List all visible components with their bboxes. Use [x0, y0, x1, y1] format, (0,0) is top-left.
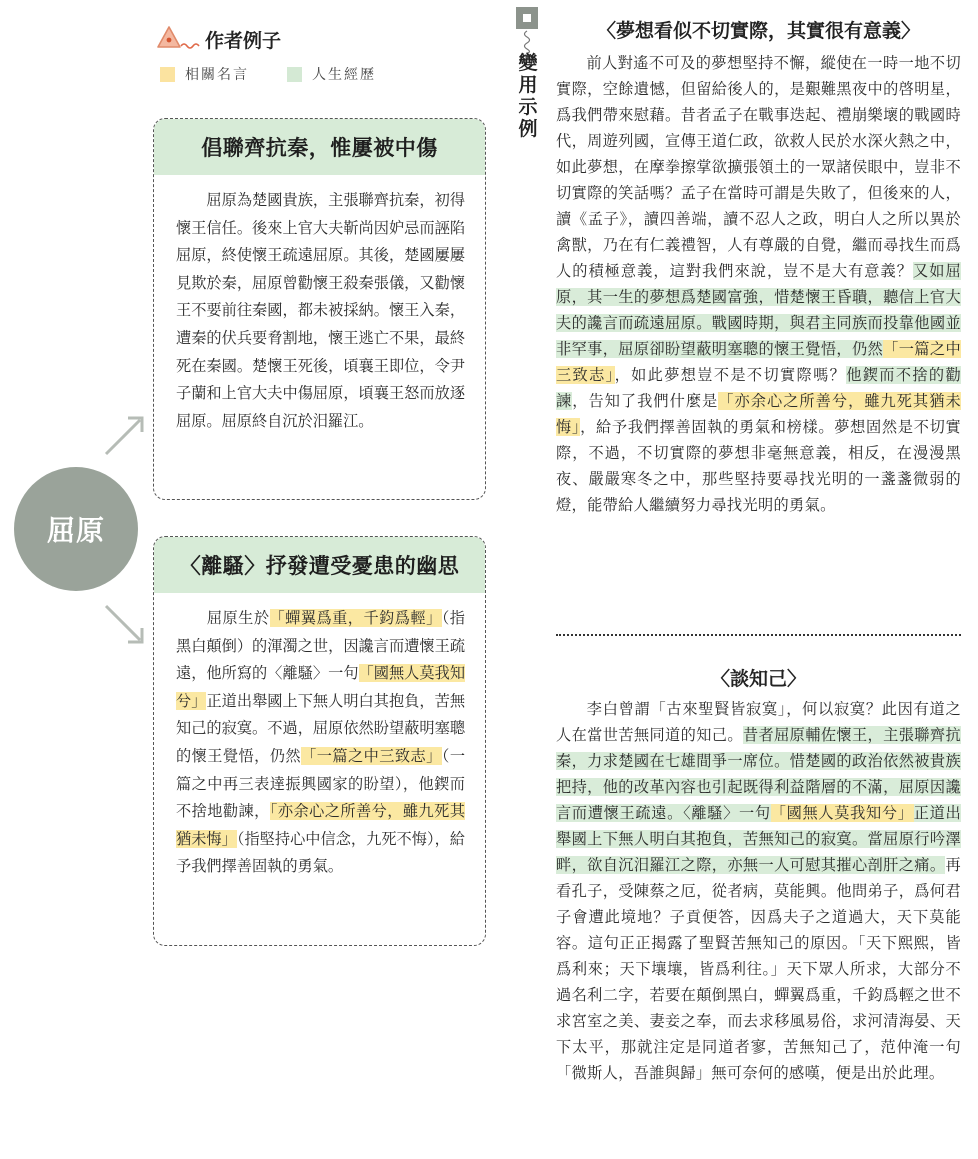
square-marker-icon	[516, 7, 538, 29]
text-run: 如此夢想豈不是不切實際嗎？	[631, 366, 847, 384]
text-run: 再看孔子，受陳蔡之厄，從者病，莫能興。他問弟子，爲何君子會遭此境地？子貢便答，因爲夫子之道過大，天下莫能容。這句正正揭露了聖賢苦無知己的原因。「天下熙熙，皆爲利來；天下壤壤，皆爲利往。」天下眾人所求，大部分不過名利二字，若要在顛倒黑白，蟬翼爲重，千鈞爲輕之世不求宮室之美、妻妾之奉，而去求移風易俗，求河清海晏、天下太平，那就注定是同道者寥，苦無知己了，范仲淹一句「微斯人，吾誰與歸」無可奈何的感嘆，便是出於此理。	[556, 856, 961, 1082]
quote-highlight: 「國無人莫我知兮」	[770, 804, 914, 822]
card-life-event	[153, 118, 486, 500]
text-run: ，	[614, 366, 632, 384]
legend	[160, 64, 376, 84]
life-highlight: 他鍥而不捨的勸諫	[556, 366, 961, 410]
text-run: 李白曾謂「古來聖賢皆寂寞」，何以寂寞？此因有道之人在當世苦無同道的知己。	[556, 700, 961, 744]
legend-label-life: 人生經歷	[312, 67, 376, 83]
quote-highlight: 「亦余心之所善兮，雖九死其猶未悔」	[556, 392, 961, 436]
card-title: 倡聯齊抗秦，惟屢被中傷	[154, 119, 485, 175]
quote-highlight: 「一篇之中三致志」	[301, 746, 442, 765]
text-run: ，給予我們擇善固執的勇氣和榜樣。夢想固然是不切實際，不過，不切實際的夢想非毫無意義，相反，在漫漫黑夜、嚴嚴寒冬之中，那些堅持要尋找光明的一盞盞微弱的燈，能帶給人繼續努力尋找光明的勇氣。	[556, 418, 961, 514]
person-name: 屈原	[46, 514, 105, 547]
quote-highlight: 「蟬翼爲重，千鈞爲輕」	[269, 609, 442, 627]
card-paragraph: 屈原為楚國貴族，主張聯齊抗秦，初得懷王信任。後來上官大夫靳尚因妒忌而誣陷屈原，終使懷王疏遠屈原。其後，楚國屢屢見欺於秦，屈原曾勸懷王殺秦張儀，又勸懷王不要前往秦國，都未被採納。懷王入秦，遭秦的伏兵要脅割地，懷王逃亡不果，最終死在秦國。楚懷王死後，頃襄王即位，令尹子蘭和上官大夫中傷屈原，頃襄王怒而放逐屈原。屈原終自沉於汨羅江。	[176, 191, 465, 430]
card-text	[154, 593, 485, 881]
card-text	[154, 175, 485, 435]
legend-swatch-quote	[160, 67, 175, 82]
page-title: 作者例子	[205, 30, 282, 52]
life-highlight: 昔者屈原輔佐懷王，主張聯齊抗秦，力求楚國在七雄間爭一席位。惜楚國的政治依然被貴族把持，他的改革內容也引起既得利益階層的不滿，屈原因讒言而遭懷王疏遠。〈離騷〉一句	[556, 726, 961, 822]
section-title: 〈談知己〉	[710, 668, 806, 690]
section-divider	[556, 634, 961, 636]
person-circle	[14, 467, 138, 591]
life-highlight: 正道出舉國上下無人明白其抱負，苦無知己的寂寞。當屈原行吟澤畔，欲自沉汨羅江之際，亦無一人可慰其摧心剖肝之痛。	[556, 804, 961, 874]
text-run: （指黑白顛倒）的渾濁之世，因讒言而遭懷王疏遠，他所寫的〈離騷〉一句	[176, 609, 465, 683]
section-body	[556, 50, 961, 518]
quote-highlight: 「一篇之中三致志」	[556, 340, 961, 384]
text-run: （指堅持心中信念，九死不悔），給予我們擇善固執的勇氣。	[176, 829, 465, 876]
arrow-up-right-icon	[100, 410, 150, 460]
card-title: 〈離騷〉抒發遭受憂患的幽思	[154, 537, 485, 593]
text-run: 屈原生於	[206, 609, 270, 627]
section-marker-label: 變用示例	[518, 52, 538, 140]
warning-triangle-icon	[157, 25, 203, 51]
text-run: 正道出舉國上下無人明白其抱負，苦無知己的寂寞。不過，屈原依然盼望蔽明塞聰的懷王覺悟，仍然	[176, 691, 466, 765]
section-title: 〈夢想看似不切實際，其實很有意義〉	[596, 20, 920, 42]
squiggle-icon	[519, 30, 535, 54]
text-run: （一篇之中再三表達振興國家的盼望），他鍥而不捨地勸諫，	[176, 746, 466, 821]
legend-swatch-life	[287, 67, 302, 82]
arrow-down-right-icon	[100, 600, 150, 650]
quote-highlight: 「亦余心之所善兮，雖九死其猶未悔」	[176, 802, 466, 848]
card-work	[153, 536, 486, 946]
legend-label-quote: 相關名言	[185, 67, 249, 83]
text-run: ，告知了我們什麼是	[572, 392, 719, 410]
quote-highlight: 「國無人莫我知兮」	[176, 664, 466, 710]
text-run: 前人對遙不可及的夢想堅持不懈，縱使在一時一地不切實際，空餘遺憾，但留給後人的，是艱難黑夜中的啓明星，爲我們帶來慰藉。昔者孟子在戰事迭起、禮崩樂壞的戰國時代，周遊列國，宣傳王道仁政，欲救人民於水深火熱之中，如此夢想，在摩拳擦掌欲擴張領土的一眾諸侯眼中，豈非不切實際的笑話嗎？孟子在當時可謂是失敗了，但後來的人，讀《孟子》，讀四善端，讀不忍人之政，明白人之所以異於禽獸，乃在有仁義禮智，人有尊嚴的自覺，繼而尋找生而爲人的積極意義，這對我們來說，豈不是大有意義？	[556, 54, 961, 280]
life-highlight: 又如屈原，其一生的夢想爲楚國富強，惜楚懷王昏聵，聽信上官大夫的讒言而疏遠屈原。戰國時期，與君主同族而投靠他國並非罕事，屈原卻盼望蔽明塞聰的懷王覺悟，仍然	[556, 262, 961, 358]
section-body	[556, 696, 961, 1086]
